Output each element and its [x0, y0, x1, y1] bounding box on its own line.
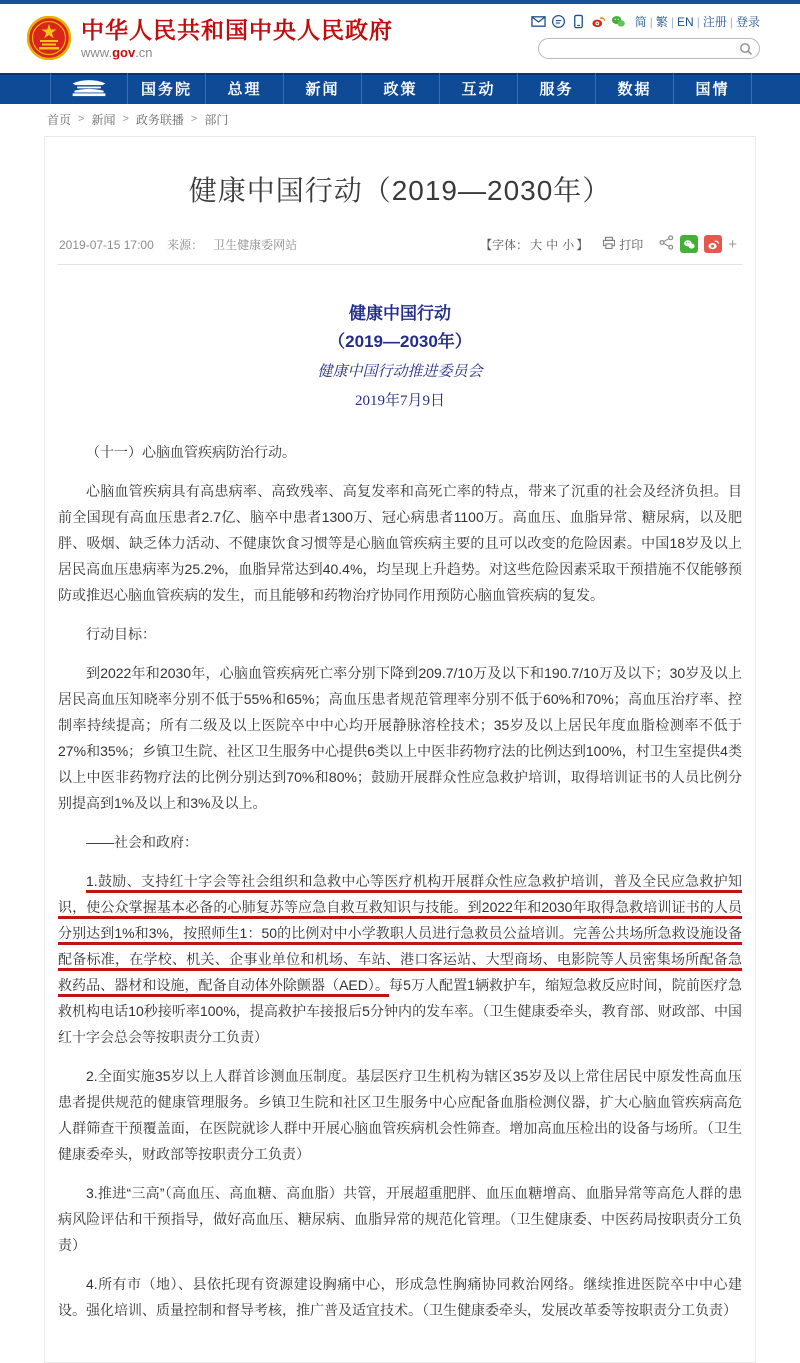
lang-en-link[interactable]: EN	[677, 14, 694, 29]
lang-simplified-link[interactable]: 简	[634, 14, 647, 29]
page-title: 健康中国行动（2019—2030年）	[188, 175, 612, 206]
search-box	[538, 38, 760, 59]
register-link[interactable]: 注册	[702, 14, 727, 29]
document-date: 2019年7月9日	[354, 393, 445, 409]
article-meta-row	[57, 235, 743, 265]
document-issuer: 健康中国行动推进委员会	[317, 364, 483, 380]
printer-icon	[602, 236, 616, 253]
article-body	[57, 439, 743, 1323]
weibo-icon[interactable]	[591, 14, 606, 29]
paragraph-goal-heading: 行动目标：	[86, 626, 156, 642]
header-utility-row	[538, 10, 760, 32]
nav-tab-news[interactable]: 新闻	[284, 73, 362, 104]
red-underlined-text: 1.鼓励、支持红十字会等社会组织和急救中心等医疗机构开展群众性应急救护培训，普及全民应急救护知识，使公众掌握基本必备的心肺复苏等应急自救互救知识与技能。到2022年和2030年取得急救培训证书的人员分别达到1%和3%，按照师生1：50的比例对中小学教职人员进行急救员公益培训。完善公共场所急救设施设备配备标准，在学校、机关、企事业单位和机场、车站、港口客运站、大型商场、电影院等人员密集场所配备急救药品、器材和设施，配备自动体外除颤器（AED）。	[58, 873, 742, 997]
site-title: 中华人民共和国中央人民政府	[81, 16, 393, 43]
font-large-button[interactable]: 大	[530, 237, 543, 252]
lang-traditional-link[interactable]: 繁	[655, 14, 668, 29]
mail-icon[interactable]	[531, 14, 546, 29]
document-title: 健康中国行动	[349, 304, 451, 323]
paragraph-item-3: 3.推进“三高”（高血压、高血糖、高血脂）共管，开展超重肥胖、血压血糖增高、血脂异常等高危人群的患病风险评估和干预指导，做好高血压、糖尿病、血脂异常的规范化管理。（卫生健康委、中医药局按职责分工负责）	[58, 1185, 742, 1253]
national-emblem-icon	[27, 16, 71, 60]
breadcrumb-gov-broadcast[interactable]: 政务联播	[135, 112, 184, 127]
nav-home-tab[interactable]	[50, 73, 128, 104]
nav-tab-data[interactable]: 数据	[596, 73, 674, 104]
font-medium-button[interactable]: 中	[546, 237, 559, 252]
wechat-icon[interactable]	[611, 14, 626, 29]
language-links: 简 | 繁 | EN | 注册 | 登录	[634, 14, 760, 29]
share-group	[659, 235, 737, 253]
breadcrumb-news[interactable]: 新闻	[91, 112, 116, 127]
site-header	[0, 4, 800, 73]
breadcrumb: 首页 > 新闻 > 政务联播 > 部门	[47, 112, 229, 127]
mobile-icon[interactable]	[571, 14, 586, 29]
more-share-button[interactable]: +	[728, 235, 737, 253]
paragraph-item-1: 1.鼓励、支持红十字会等社会组织和急救中心等医疗机构开展群众性应急救护培训，普及全民应急救护知识，使公众掌握基本必备的心肺复苏等应急自救互救知识与技能。到2022年和2030年取得急救培训证书的人员分别达到1%和3%，按照师生1：50的比例对中小学教职人员进行急救员公益培训。完善公共场所急救设施设备配备标准，在学校、机关、企事业单位和机场、车站、港口客运站、大型商场、电影院等人员密集场所配备急救药品、器材和设施，配备自动体外除颤器（AED）。每5万人配置1辆救护车，缩短急救反应时间，院前医疗急救机构电话10秒接听率100%，提高救护车接报后5分钟内的发车率。（卫生健康委牵头，教育部、财政部、中国红十字会总会等按职责分工负责）	[58, 873, 742, 1045]
breadcrumb-home[interactable]: 首页	[47, 112, 72, 127]
paragraph-section-heading: （十一）心脑血管疾病防治行动。	[86, 444, 296, 460]
site-url: www.gov.cn	[81, 44, 153, 60]
font-small-button[interactable]: 小	[562, 237, 575, 252]
publish-date: 2019-07-15 17:00	[59, 237, 154, 252]
wechat-share-icon[interactable]	[680, 235, 698, 253]
share-icon[interactable]	[659, 235, 674, 253]
paragraph-item-2: 2.全面实施35岁以上人群首诊测血压制度。基层医疗卫生机构为辖区35岁及以上常住居民中原发性高血压患者提供规范的健康管理服务。乡镇卫生院和社区卫生服务中心应配备血脂检测仪器，扩大心脑血管疾病高危人群筛查干预覆盖面，在医院就诊人群中开展心脑血管疾病机会性筛查。增加高血压检出的设备与场所。（卫生健康委牵头，财政部等按职责分工负责）	[58, 1068, 742, 1162]
site-logo[interactable]	[27, 16, 393, 60]
tiananmen-gate-icon	[69, 77, 109, 101]
print-button[interactable]: 打印	[602, 236, 643, 253]
article-container	[44, 136, 756, 1363]
nav-tab-interact[interactable]: 互动	[440, 73, 518, 104]
breadcrumb-department[interactable]: 部门	[204, 112, 229, 127]
font-size-control: 【字体： 大 中 小 】	[480, 237, 589, 252]
nav-tab-state-council[interactable]: 国务院	[128, 73, 206, 104]
source-label: 来源：	[167, 237, 204, 252]
nav-tab-policy[interactable]: 政策	[362, 73, 440, 104]
nav-tab-services[interactable]: 服务	[518, 73, 596, 104]
paragraph-item-4: 4.所有市（地）、县依托现有资源建设胸痛中心，形成急性胸痛协同救治网络。继续推进医院卒中中心建设。强化培训、质量控制和督导考核，推广普及适宜技术。（卫生健康委牵头，发展改革委等按职责分工负责）	[58, 1276, 742, 1318]
weibo-share-icon[interactable]	[704, 235, 722, 253]
search-input[interactable]	[549, 40, 739, 57]
paragraph-overview: 心脑血管疾病具有高患病率、高致残率、高复发率和高死亡率的特点，带来了沉重的社会及经济负担。目前全国现有高血压患者2.7亿、脑卒中患者1300万、冠心病患者1100万。高血压、血脂异常、糖尿病，以及肥胖、吸烟、缺乏体力活动、不健康饮食习惯等是心脑血管疾病主要的且可以改变的危险因素。中国18岁及以上居民高血压患病率为25.2%，血脂异常达到40.4%，均呈现上升趋势。对这些危险因素采取干预措施不仅能够预防或推迟心脑血管疾病的发生，而且能够和药物治疗协同作用预防心脑血管疾病的复发。	[58, 483, 742, 603]
document-header	[57, 301, 743, 415]
message-icon[interactable]	[551, 14, 566, 29]
paragraph-society-heading: ——社会和政府：	[86, 834, 198, 850]
document-subtitle: （2019—2030年）	[328, 332, 472, 351]
search-icon[interactable]	[739, 42, 753, 56]
source-link[interactable]: 卫生健康委网站	[213, 237, 298, 252]
article-meta-left	[59, 236, 297, 253]
login-link[interactable]: 登录	[735, 14, 760, 29]
paragraph-goals: 到2022年和2030年，心脑血管疾病死亡率分别下降到209.7/10万及以下和190.7/10万及以下；30岁及以上居民高血压知晓率分别不低于55%和65%；高血压患者规范管理率分别不低于60%和70%；高血压治疗率、控制率持续提高；所有二级及以上医院卒中中心均开展静脉溶栓技术；35岁及以上居民年度血脂检测率不低于 27%和35%；乡镇卫生院、社区卫生服务中心提供6类以上中医非药物疗法的比例达到100%，村卫生室提供4类以上中医非药物疗法的比例分别达到70%和80%；鼓励开展群众性应急救护培训，取得培训证书的人员比例分别提高到1%及以上和3%及以上。	[58, 665, 742, 811]
nav-tab-premier[interactable]: 总理	[206, 73, 284, 104]
article-meta-right	[480, 235, 737, 253]
main-nav	[0, 73, 800, 104]
nav-tab-national[interactable]: 国情	[674, 73, 752, 104]
